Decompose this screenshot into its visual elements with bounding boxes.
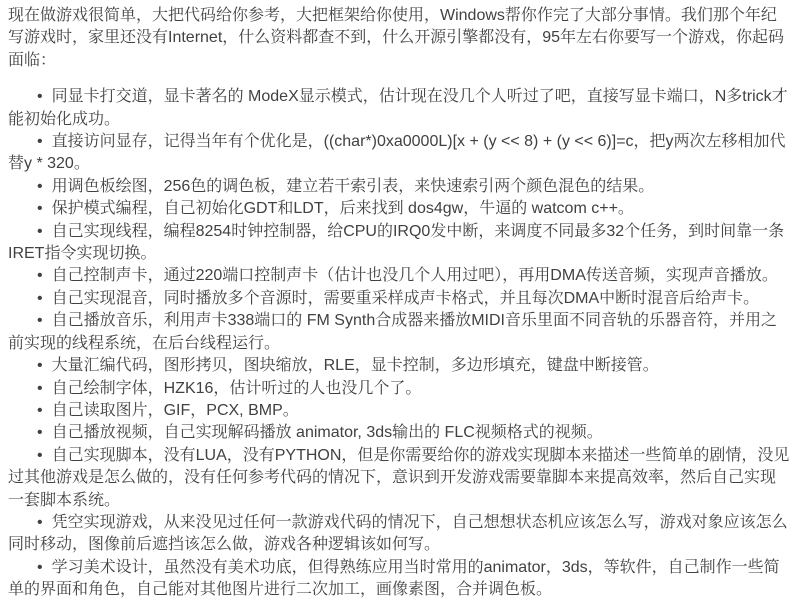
bullet-icon: • <box>37 357 43 375</box>
bullet-icon: • <box>37 558 43 576</box>
list-item <box>8 198 790 220</box>
list-item-text: 自己读取图片，GIF，PCX, BMP。 <box>51 401 299 419</box>
list-item-text: 保护模式编程，自己初始化GDT和LDT，后来找到 dos4gw，牛逼的 watcom c++。 <box>51 200 634 218</box>
list-item <box>8 445 790 512</box>
list-item <box>8 310 790 355</box>
bullet-icon: • <box>37 379 43 397</box>
list-item-text: 直接访问显存，记得当年有个优化是，((char*)0xa0000L)[x + (y << 8) + (y << 6)]=c，把y两次左移相加代替y * 320。 <box>8 133 786 173</box>
list-item-text: 自己绘制字体，HZK16，估计听过的人也没几个了。 <box>51 379 422 397</box>
list-item <box>8 355 790 377</box>
list-item <box>8 131 790 176</box>
list-item <box>8 378 790 400</box>
list-item-text: 自己实现线程，编程8254时钟控制器，给CPU的IRQ0发中断，来调度不同最多32个任务，到时间靠一条IRET指令实现切换。 <box>8 222 785 263</box>
list-item <box>8 265 790 287</box>
bullet-icon: • <box>37 267 43 285</box>
list-item-text: 大量汇编代码，图形拷贝，图块缩放，RLE，显卡控制，多边形填充，键盘中断接管。 <box>51 357 659 375</box>
bullet-icon: • <box>37 289 43 307</box>
list-item <box>8 422 790 444</box>
bullet-icon: • <box>37 424 43 442</box>
list-item <box>8 86 790 131</box>
bullet-icon: • <box>37 222 43 240</box>
list-item <box>8 288 790 310</box>
list-item <box>8 557 790 602</box>
list-item <box>8 221 790 266</box>
list-item-text: 用调色板绘图，256色的调色板，建立若干索引表，来快速索引两个颜色混色的结果。 <box>51 177 655 195</box>
list-item-text: 自己播放视频，自己实现解码播放 animator, 3ds输出的 FLC视频格式的视频。 <box>51 424 603 442</box>
list-item-text: 同显卡打交道，显卡著名的 ModeX显示模式，估计现在没几个人听过了吧，直接写显卡端口，N多trick才能初始化成功。 <box>8 88 788 128</box>
bullet-icon: • <box>37 446 43 464</box>
bullet-icon: • <box>37 177 43 195</box>
bullet-icon: • <box>37 513 43 531</box>
bullet-icon: • <box>37 200 43 218</box>
challenge-list <box>8 86 790 601</box>
bullet-icon: • <box>37 133 43 151</box>
list-item <box>8 176 790 198</box>
bullet-icon: • <box>37 401 43 419</box>
list-item-text: 自己播放音乐，利用声卡338端口的 FM Synth合成器来播放MIDI音乐里面不同音轨的乐器音符，并用之前实现的线程系统，在后台线程运行。 <box>8 312 777 352</box>
intro-paragraph: 现在做游戏很简单，大把代码给你参考，大把框架给你使用，Windows帮你作完了大部分事情。我们那个年纪写游戏时，家里还没有Internet，什么资料都查不到，什么开源引擎都没有，95年左右你要写一个游戏，你起码面临： <box>8 7 785 69</box>
list-item-text: 凭空实现游戏，从来没见过任何一款游戏代码的情况下，自己想想状态机应该怎么写，游戏对象应该怎么同时移动，图像前后遮挡该怎么做，游戏各种逻辑该如何写。 <box>8 513 788 554</box>
bullet-icon: • <box>37 312 43 330</box>
bullet-icon: • <box>37 88 43 106</box>
list-item-text: 自己实现混音，同时播放多个音源时，需要重采样成声卡格式，并且每次DMA中断时混音后给声卡。 <box>51 289 760 307</box>
list-item <box>8 400 790 422</box>
list-item-text: 自己实现脚本，没有LUA，没有PYTHON，但是你需要给你的游戏实现脚本来描述一些简单的剧情，没见过其他游戏是怎么做的，没有任何参考代码的情况下，意识到开发游戏需要靠脚本来提高效率，然后自己实现一套脚本系统。 <box>8 446 790 509</box>
list-item-text: 自己控制声卡，通过220端口控制声卡（估计也没几个人用过吧），再用DMA传送音频，实现声音播放。 <box>51 267 778 285</box>
list-item <box>8 512 790 557</box>
list-item-text: 学习美术设计，虽然没有美术功底，但得熟练应用当时常用的animator，3ds，等软件，自己制作一些简单的界面和角色，自己能对其他图片进行二次加工，画像素图，合并调色板。 <box>8 558 780 599</box>
